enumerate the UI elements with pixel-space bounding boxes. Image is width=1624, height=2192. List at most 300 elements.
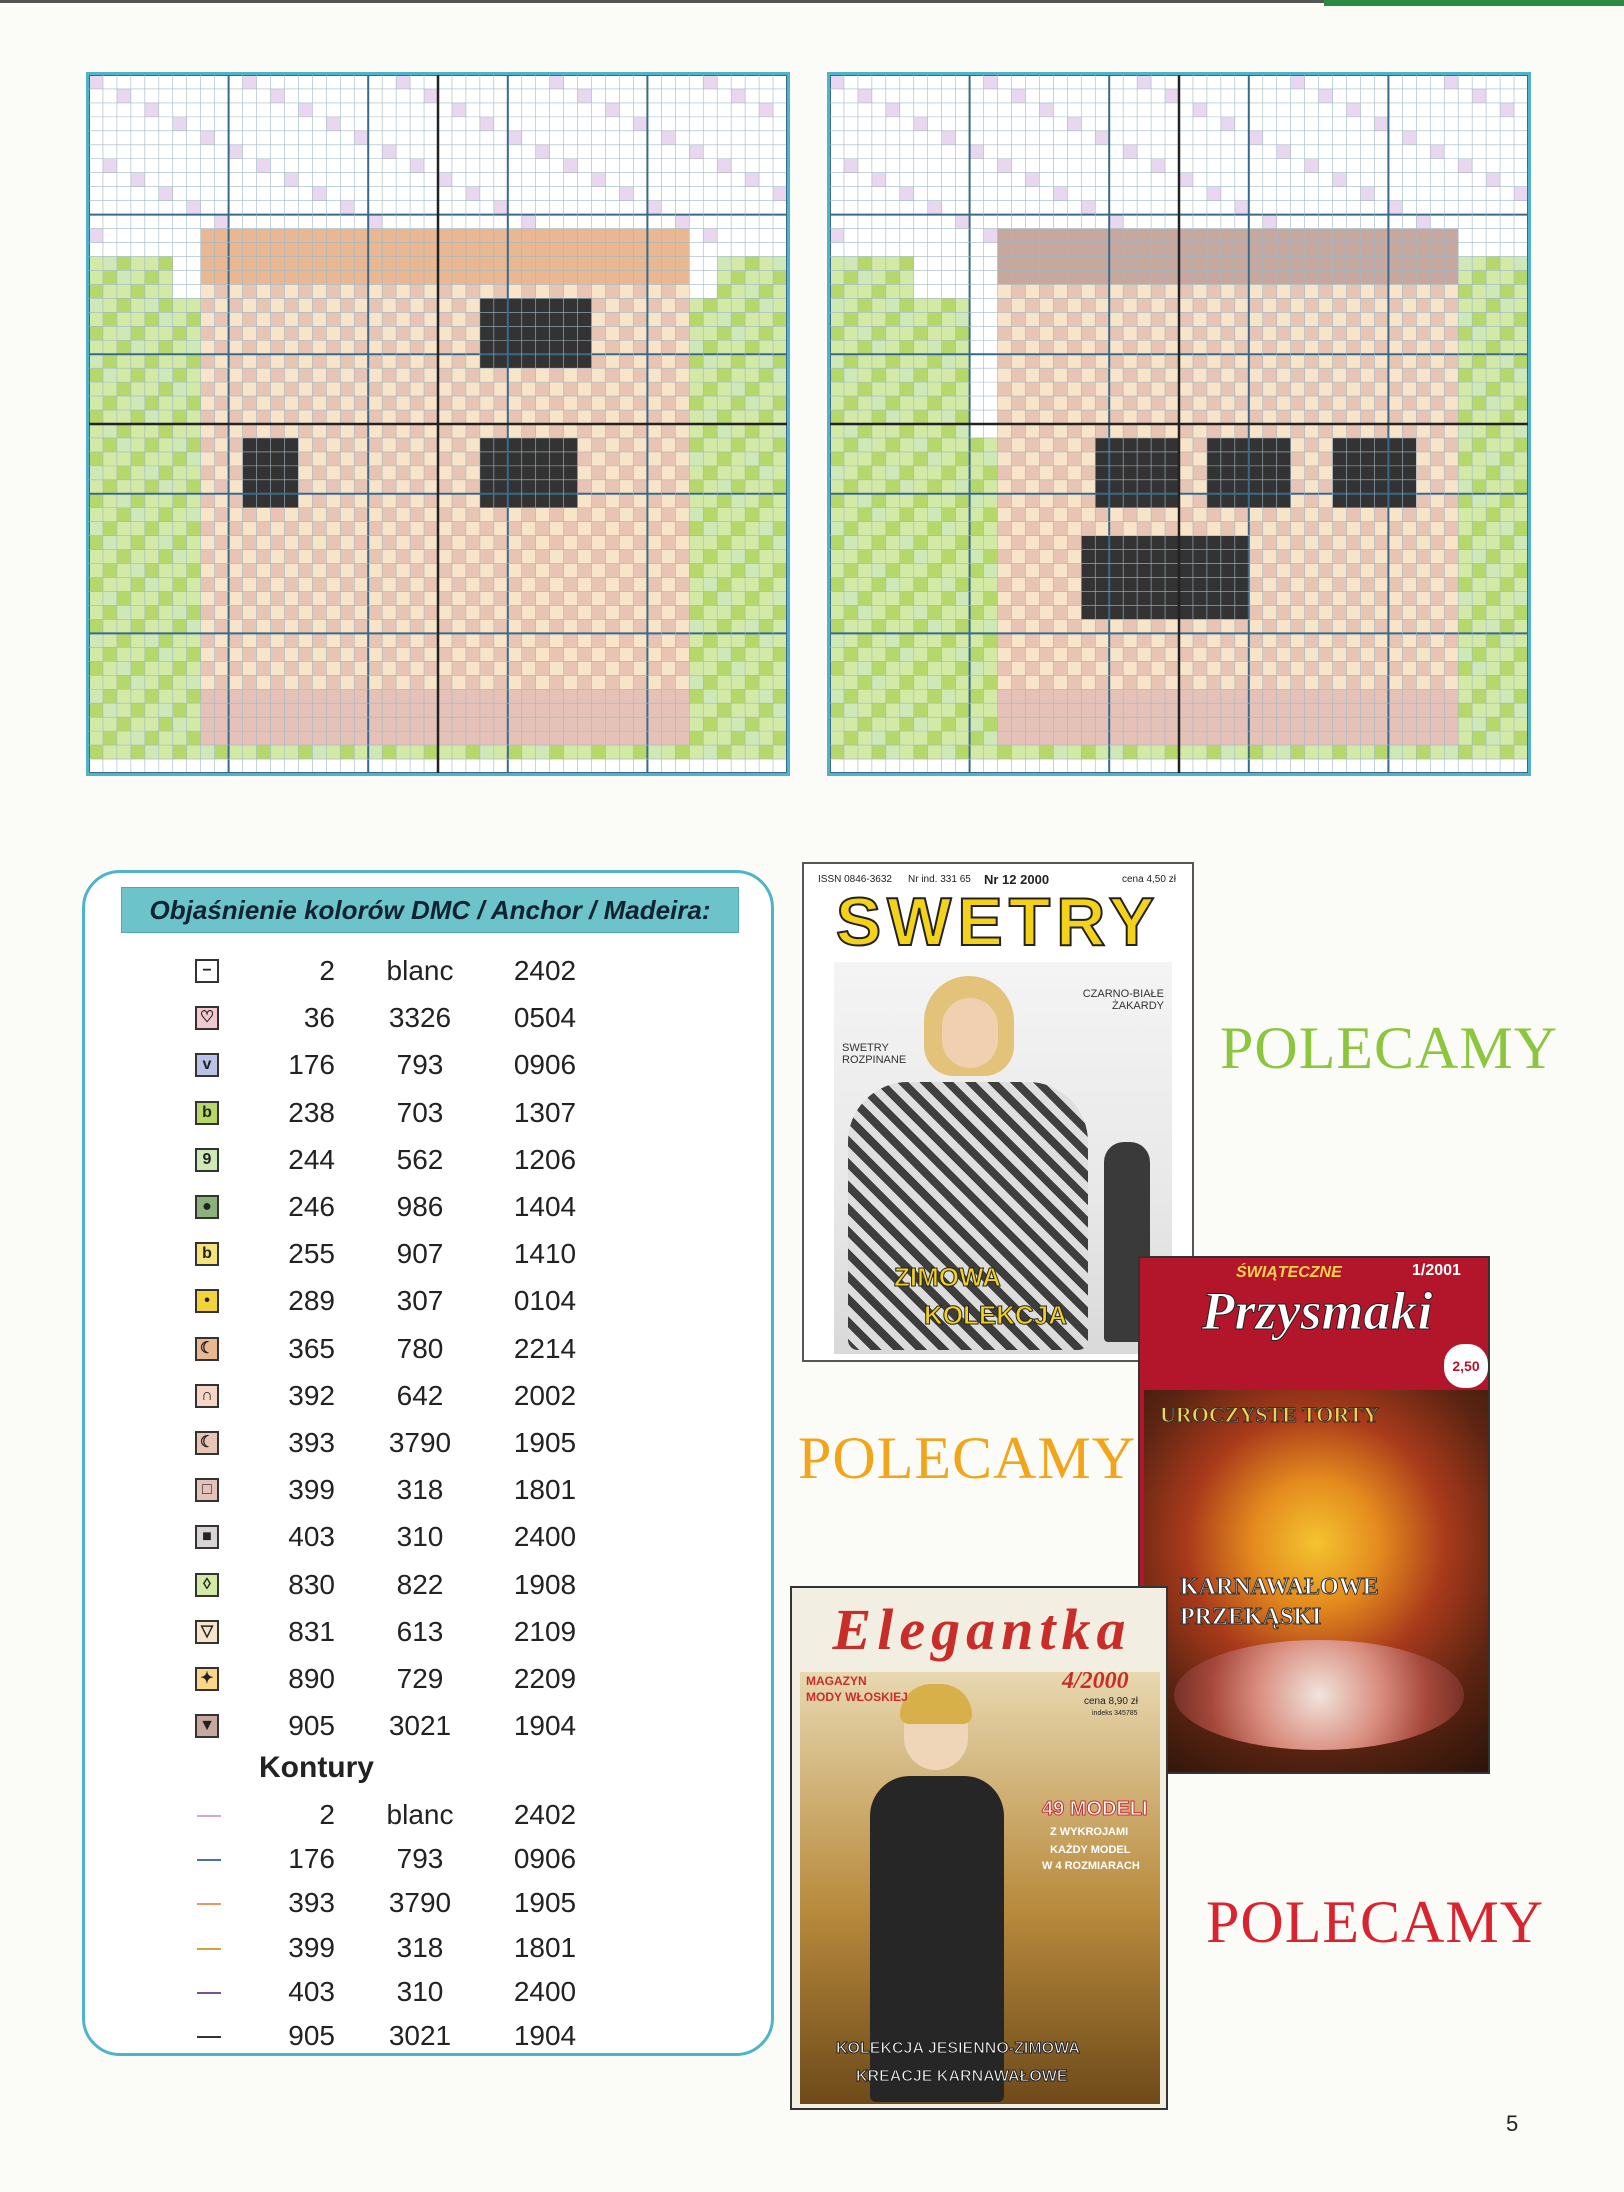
- stitch-cell: [103, 717, 117, 731]
- stitch-cell: [1179, 312, 1193, 326]
- stitch-cell: [536, 592, 550, 606]
- stitch-cell: [103, 592, 117, 606]
- stitch-cell: [270, 298, 284, 312]
- stitch-cell: [159, 578, 173, 592]
- stitch-cell: [103, 661, 117, 675]
- stitch-cell: [745, 592, 759, 606]
- stitch-cell: [1360, 340, 1374, 354]
- kontury-madeira: 1904: [513, 2020, 577, 2051]
- stitch-cell: [89, 410, 103, 424]
- stitch-cell: [578, 508, 592, 522]
- stitch-cell: [1263, 229, 1277, 243]
- stitch-cell: [830, 340, 844, 354]
- stitch-cell: [578, 578, 592, 592]
- stitch-cell: [270, 396, 284, 410]
- stitch-cell: [131, 536, 145, 550]
- stitch-cell: [201, 480, 215, 494]
- stitch-cell: [326, 633, 340, 647]
- stitch-cell: [564, 480, 578, 494]
- stitch-cell: [466, 326, 480, 340]
- stitch-cell: [1165, 619, 1179, 633]
- stitch-cell: [773, 187, 787, 201]
- stitch-cell: [536, 452, 550, 466]
- stitch-cell: [759, 731, 773, 745]
- stitch-cell: [1486, 550, 1500, 564]
- stitch-cell: [858, 675, 872, 689]
- stitch-cell: [550, 410, 564, 424]
- stitch-cell: [830, 605, 844, 619]
- stitch-cell: [1291, 424, 1305, 438]
- stitch-cell: [689, 717, 703, 731]
- stitch-cell: [1081, 689, 1095, 703]
- legend-anchor: 793: [396, 1049, 444, 1081]
- stitch-cell: [647, 605, 661, 619]
- stitch-cell: [703, 605, 717, 619]
- stitch-cell: [619, 745, 633, 759]
- stitch-cell: [382, 550, 396, 564]
- magazine-przysmaki[interactable]: [1138, 1256, 1490, 1774]
- stitch-cell: [298, 396, 312, 410]
- stitch-cell: [1179, 536, 1193, 550]
- stitch-cell: [844, 675, 858, 689]
- stitch-cell: [1472, 689, 1486, 703]
- stitch-cell: [1193, 312, 1207, 326]
- stitch-cell: [1067, 340, 1081, 354]
- stitch-cell: [1025, 270, 1039, 284]
- stitch-cell: [1081, 368, 1095, 382]
- stitch-cell: [354, 508, 368, 522]
- stitch-cell: [284, 438, 298, 452]
- stitch-cell: [243, 229, 257, 243]
- stitch-cell: [886, 522, 900, 536]
- stitch-cell: [731, 647, 745, 661]
- color-legend: [82, 870, 774, 2056]
- legend-row: [85, 1140, 777, 1184]
- stitch-cell: [1458, 578, 1472, 592]
- stitch-cell: [619, 187, 633, 201]
- legend-anchor: 3790: [388, 1427, 452, 1458]
- stitch-cell: [1193, 522, 1207, 536]
- stitch-cell: [928, 298, 942, 312]
- stitch-cell: [1165, 745, 1179, 759]
- stitch-cell: [508, 731, 522, 745]
- stitch-cell: [1514, 270, 1528, 284]
- stitch-cell: [830, 494, 844, 508]
- stitch-cell: [173, 661, 187, 675]
- stitch-cell: [452, 438, 466, 452]
- stitch-cell: [1221, 647, 1235, 661]
- stitch-cell: [1081, 201, 1095, 215]
- stitch-cell: [592, 424, 606, 438]
- stitch-cell: [480, 284, 494, 298]
- stitch-cell: [1444, 745, 1458, 759]
- stitch-cell: [592, 466, 606, 480]
- stitch-cell: [928, 438, 942, 452]
- stitch-cell: [1305, 745, 1319, 759]
- stitch-cell: [675, 578, 689, 592]
- stitch-cell: [145, 689, 159, 703]
- swetry-cover-photo: [834, 962, 1172, 1354]
- stitch-cell: [1165, 536, 1179, 550]
- stitch-cell: [1025, 326, 1039, 340]
- stitch-cell: [1039, 536, 1053, 550]
- magazine-elegantka[interactable]: [790, 1586, 1168, 2110]
- stitch-cell: [703, 438, 717, 452]
- stitch-cell: [382, 605, 396, 619]
- stitch-cell: [1137, 731, 1151, 745]
- stitch-cell: [312, 312, 326, 326]
- stitch-cell: [257, 717, 271, 731]
- stitch-cell: [1151, 284, 1165, 298]
- stitch-cell: [1319, 424, 1333, 438]
- stitch-cell: [1263, 564, 1277, 578]
- stitch-cell: [1067, 522, 1081, 536]
- stitch-cell: [731, 661, 745, 675]
- stitch-cell: [452, 103, 466, 117]
- stitch-cell: [956, 298, 970, 312]
- legend-row: [85, 1659, 777, 1703]
- stitch-cell: [1123, 661, 1137, 675]
- stitch-cell: [424, 661, 438, 675]
- stitch-cell: [466, 243, 480, 257]
- stitch-cell: [1305, 605, 1319, 619]
- stitch-cell: [550, 243, 564, 257]
- stitch-cell: [1430, 424, 1444, 438]
- stitch-cell: [326, 410, 340, 424]
- stitch-cell: [773, 270, 787, 284]
- stitch-cell: [1500, 592, 1514, 606]
- stitch-cell: [745, 452, 759, 466]
- stitch-cell: [745, 675, 759, 689]
- stitch-cell: [1081, 382, 1095, 396]
- stitch-cell: [606, 647, 620, 661]
- stitch-cell: [745, 340, 759, 354]
- stitch-cell: [340, 396, 354, 410]
- stitch-cell: [284, 605, 298, 619]
- polecamy-green: POLECAMY: [1220, 1015, 1559, 1081]
- stitch-cell: [466, 452, 480, 466]
- stitch-cell: [396, 536, 410, 550]
- stitch-cell: [606, 745, 620, 759]
- stitch-cell: [452, 270, 466, 284]
- stitch-cell: [1277, 424, 1291, 438]
- stitch-cell: [1444, 270, 1458, 284]
- stitch-cell: [731, 298, 745, 312]
- stitch-cell: [858, 745, 872, 759]
- stitch-cell: [1137, 717, 1151, 731]
- stitch-cell: [103, 619, 117, 633]
- stitch-cell: [452, 689, 466, 703]
- stitch-cell: [731, 368, 745, 382]
- stitch-cell: [1374, 550, 1388, 564]
- stitch-cell: [284, 745, 298, 759]
- stitch-cell: [1291, 438, 1305, 452]
- stitch-cell: [522, 661, 536, 675]
- stitch-cell: [480, 382, 494, 396]
- stitch-cell: [1500, 703, 1514, 717]
- stitch-cell: [1472, 647, 1486, 661]
- stitch-cell: [1291, 480, 1305, 494]
- stitch-cell: [872, 410, 886, 424]
- stitch-cell: [1053, 675, 1067, 689]
- stitch-cell: [550, 340, 564, 354]
- stitch-cell: [215, 270, 229, 284]
- stitch-cell: [1305, 661, 1319, 675]
- stitch-cell: [257, 382, 271, 396]
- stitch-cell: [550, 354, 564, 368]
- stitch-cell: [606, 382, 620, 396]
- stitch-cell: [1388, 578, 1402, 592]
- stitch-cell: [508, 270, 522, 284]
- stitch-cell: [703, 410, 717, 424]
- stitch-cell: [354, 605, 368, 619]
- stitch-cell: [1179, 619, 1193, 633]
- stitch-cell: [1151, 410, 1165, 424]
- stitch-cell: [1444, 717, 1458, 731]
- stitch-cell: [215, 480, 229, 494]
- stitch-cell: [410, 605, 424, 619]
- stitch-cell: [1095, 131, 1109, 145]
- stitch-cell: [145, 647, 159, 661]
- stitch-cell: [173, 745, 187, 759]
- stitch-cell: [1249, 745, 1263, 759]
- stitch-cell: [284, 578, 298, 592]
- stitch-cell: [312, 368, 326, 382]
- stitch-cell: [424, 550, 438, 564]
- stitch-cell: [1123, 605, 1137, 619]
- stitch-cell: [1277, 536, 1291, 550]
- stitch-cell: [886, 340, 900, 354]
- stitch-cell: [1025, 410, 1039, 424]
- stitch-cell: [522, 270, 536, 284]
- stitch-cell: [508, 229, 522, 243]
- stitch-cell: [564, 243, 578, 257]
- stitch-cell: [661, 270, 675, 284]
- stitch-cell: [508, 438, 522, 452]
- stitch-cell: [396, 508, 410, 522]
- stitch-cell: [1137, 647, 1151, 661]
- stitch-cell: [1249, 270, 1263, 284]
- stitch-cell: [1374, 270, 1388, 284]
- stitch-cell: [410, 424, 424, 438]
- stitch-cell: [1137, 354, 1151, 368]
- stitch-cell: [159, 410, 173, 424]
- stitch-cell: [1360, 298, 1374, 312]
- stitch-cell: [1249, 452, 1263, 466]
- stitch-cell: [410, 368, 424, 382]
- stitch-cell: [508, 661, 522, 675]
- stitch-cell: [1388, 438, 1402, 452]
- stitch-cell: [1151, 354, 1165, 368]
- stitch-cell: [1514, 452, 1528, 466]
- stitch-cell: [1458, 354, 1472, 368]
- stitch-cell: [1123, 270, 1137, 284]
- stitch-cell: [606, 619, 620, 633]
- stitch-cell: [326, 717, 340, 731]
- stitch-cell: [1109, 703, 1123, 717]
- stitch-cell: [1053, 340, 1067, 354]
- stitch-cell: [508, 410, 522, 424]
- stitch-cell: [1193, 564, 1207, 578]
- stitch-cell: [1109, 564, 1123, 578]
- stitch-cell: [619, 647, 633, 661]
- stitch-cell: [229, 647, 243, 661]
- stitch-cell: [438, 438, 452, 452]
- stitch-cell: [844, 382, 858, 396]
- stitch-cell: [1193, 633, 1207, 647]
- stitch-cell: [131, 675, 145, 689]
- stitch-cell: [494, 382, 508, 396]
- legend-dmc: 289: [288, 1285, 335, 1317]
- stitch-cell: [284, 564, 298, 578]
- stitch-cell: [1053, 256, 1067, 270]
- stitch-cell: [689, 424, 703, 438]
- stitch-cell: [1333, 731, 1347, 745]
- stitch-cell: [1081, 633, 1095, 647]
- stitch-cell: [1374, 298, 1388, 312]
- stitch-cell: [201, 396, 215, 410]
- stitch-cell: [284, 619, 298, 633]
- stitch-cell: [508, 522, 522, 536]
- stitch-cell: [326, 703, 340, 717]
- stitch-cell: [942, 689, 956, 703]
- stitch-cell: [592, 229, 606, 243]
- stitch-cell: [257, 647, 271, 661]
- stitch-cell: [1514, 647, 1528, 661]
- stitch-cell: [284, 480, 298, 494]
- stitch-cell: [592, 703, 606, 717]
- magazine-swetry[interactable]: [802, 862, 1194, 1362]
- stitch-cell: [689, 312, 703, 326]
- stitch-cell: [984, 75, 998, 89]
- stitch-cell: [647, 633, 661, 647]
- stitch-cell: [1374, 284, 1388, 298]
- stitch-cell: [1109, 396, 1123, 410]
- stitch-cell: [257, 424, 271, 438]
- stitch-cell: [1277, 340, 1291, 354]
- stitch-cell: [1347, 633, 1361, 647]
- stitch-cell: [215, 312, 229, 326]
- stitch-cell: [886, 298, 900, 312]
- stitch-cell: [452, 256, 466, 270]
- stitch-cell: [1500, 410, 1514, 424]
- stitch-cell: [1221, 550, 1235, 564]
- stitch-cell: [480, 424, 494, 438]
- stitch-cell: [229, 438, 243, 452]
- stitch-cell: [368, 522, 382, 536]
- stitch-cell: [970, 145, 984, 159]
- stitch-cell: [173, 605, 187, 619]
- stitch-cell: [1360, 326, 1374, 340]
- stitch-cell: [956, 508, 970, 522]
- stitch-cell: [1053, 550, 1067, 564]
- stitch-cell: [1500, 550, 1514, 564]
- stitch-cell: [159, 382, 173, 396]
- stitch-cell: [508, 578, 522, 592]
- stitch-cell: [731, 564, 745, 578]
- stitch-cell: [647, 298, 661, 312]
- stitch-cell: [1039, 410, 1053, 424]
- stitch-cell: [956, 745, 970, 759]
- stitch-cell: [661, 256, 675, 270]
- stitch-cell: [1333, 745, 1347, 759]
- stitch-cell: [187, 703, 201, 717]
- stitch-cell: [1221, 508, 1235, 522]
- stitch-cell: [1347, 605, 1361, 619]
- legend-row: [85, 1517, 777, 1561]
- stitch-cell: [1305, 382, 1319, 396]
- stitch-cell: [187, 326, 201, 340]
- stitch-cell: [886, 578, 900, 592]
- stitch-cell: [1291, 494, 1305, 508]
- stitch-cell: [1333, 647, 1347, 661]
- stitch-cell: [466, 410, 480, 424]
- stitch-cell: [1151, 243, 1165, 257]
- stitch-cell: [928, 564, 942, 578]
- stitch-cell: [1291, 312, 1305, 326]
- stitch-cell: [606, 256, 620, 270]
- stitch-cell: [661, 494, 675, 508]
- stitch-cell: [773, 424, 787, 438]
- stitch-cell: [229, 256, 243, 270]
- stitch-cell: [410, 229, 424, 243]
- stitch-cell: [1067, 368, 1081, 382]
- stitch-cell: [717, 703, 731, 717]
- stitch-cell: [1179, 354, 1193, 368]
- stitch-cell: [1333, 382, 1347, 396]
- stitch-cell: [1025, 605, 1039, 619]
- stitch-cell: [1039, 661, 1053, 675]
- stitch-cell: [844, 494, 858, 508]
- stitch-cell: [1221, 717, 1235, 731]
- stitch-cell: [745, 661, 759, 675]
- stitch-cell: [1458, 298, 1472, 312]
- stitch-cell: [173, 466, 187, 480]
- stitch-cell: [438, 368, 452, 382]
- stitch-cell: [452, 522, 466, 536]
- stitch-cell: [298, 243, 312, 257]
- stitch-cell: [731, 466, 745, 480]
- stitch-cell: [731, 731, 745, 745]
- legend-dmc: 255: [288, 1238, 335, 1270]
- stitch-cell: [1444, 256, 1458, 270]
- stitch-cell: [759, 647, 773, 661]
- stitch-cell: [368, 578, 382, 592]
- stitch-cell: [592, 675, 606, 689]
- stitch-cell: [312, 396, 326, 410]
- stitch-cell: [1249, 340, 1263, 354]
- stitch-cell: [270, 689, 284, 703]
- stitch-cell: [689, 745, 703, 759]
- stitch-cell: [970, 494, 984, 508]
- stitch-cell: [675, 438, 689, 452]
- stitch-cell: [1151, 689, 1165, 703]
- stitch-cell: [1500, 731, 1514, 745]
- stitch-cell: [89, 508, 103, 522]
- stitch-cell: [145, 452, 159, 466]
- stitch-cell: [606, 368, 620, 382]
- stitch-cell: [480, 689, 494, 703]
- stitch-cell: [872, 703, 886, 717]
- stitch-cell: [89, 396, 103, 410]
- stitch-cell: [872, 382, 886, 396]
- stitch-cell: [1123, 689, 1137, 703]
- stitch-cell: [675, 354, 689, 368]
- stitch-cell: [1067, 592, 1081, 606]
- stitch-cell: [354, 619, 368, 633]
- stitch-cell: [578, 717, 592, 731]
- stitch-cell: [1235, 270, 1249, 284]
